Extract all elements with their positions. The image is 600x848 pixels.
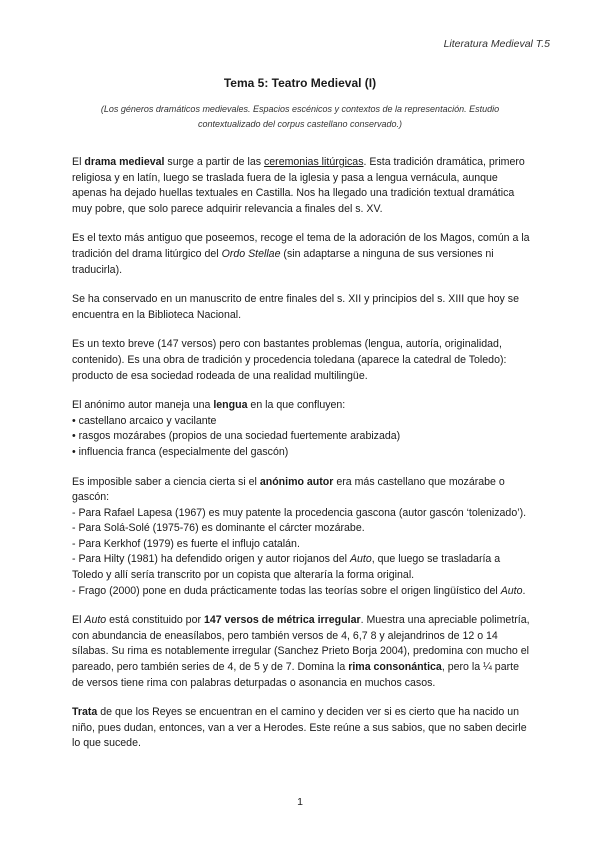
running-header: Literatura Medieval T.5 bbox=[443, 38, 550, 50]
italic-term: Ordo Stellae bbox=[221, 247, 281, 260]
text-run: de que los Reyes se encuentran en el camino y deciden ver si es cierto que ha nacido un niño, pues dudan, entonces, van a ver a Herodes. Este reúne a sus sabios, que no saben decirle lo que sucede. bbox=[72, 706, 527, 750]
page-number: 1 bbox=[297, 796, 303, 808]
bold-term: 147 versos de métrica irregular bbox=[203, 614, 361, 627]
paragraph-manuscrito: Se ha conservado en un manuscrito de entre finales del s. XII y principios del s. XIII que hoy se encuentra en la Biblioteca Nacional. bbox=[72, 293, 519, 321]
text-run: . Esta tradición dramática, primero religiosa y en latín, luego se traslada fuera de la iglesia y pasa a lengua vernácula, aunque apenas ha dejado huellas textuales en Castilla. Nos ha llegado una tradición textual dramática muy pobre, que solo parece adquirir relevancia a finales del s. XV. bbox=[72, 156, 525, 215]
list-item bbox=[72, 552, 532, 583]
paragraph-anonimo-autor bbox=[72, 475, 532, 600]
bold-term: rima consonántica bbox=[348, 661, 442, 674]
bold-term: lengua bbox=[213, 399, 248, 412]
text-run: está constituido por bbox=[106, 614, 204, 627]
italic-term: Auto bbox=[349, 553, 372, 566]
bullet-item: • rasgos mozárabes (propios de una sociedad fuertemente arabizada) bbox=[72, 430, 401, 443]
bold-term: anónimo autor bbox=[259, 475, 334, 488]
text-run: , que luego se trasladaría a Toledo y allí sería transcrito por un copista que alteraría la forma original. bbox=[72, 553, 501, 582]
bold-term: Trata bbox=[72, 706, 98, 719]
list-item bbox=[72, 584, 532, 600]
list-item: - Para Solá-Solé (1975-76) es dominante el cárcter mozárabe. bbox=[72, 522, 365, 535]
text-run: surge a partir de las bbox=[164, 156, 264, 168]
text-run: - Frago (2000) pone en duda prácticamente todas las teorías sobre el origen lingüístico del bbox=[72, 584, 501, 597]
paragraph-lengua bbox=[72, 398, 532, 460]
italic-term: Auto bbox=[84, 614, 107, 627]
paragraph-drama-medieval bbox=[72, 155, 532, 217]
list-item: - Para Kerkhof (1979) es fuerte el influjo catalán. bbox=[72, 537, 300, 550]
paragraph-metrica bbox=[72, 613, 532, 691]
page-subtitle: (Los géneros dramáticos medievales. Espacios escénicos y contextos de la representación. Estudio contextualizado del corpus castellano conservado.) bbox=[100, 104, 500, 129]
underlined-term: ceremonias litúrgicas bbox=[263, 156, 364, 168]
text-run: , pero la ¼ parte de versos tiene rima con palabras deturpadas o asonancia en muchos casos. bbox=[72, 661, 519, 689]
text-run: - Para Hilty (1981) ha defendido origen y autor riojanos del bbox=[72, 553, 350, 566]
paragraph-texto-breve: Es un texto breve (147 versos) pero con bastantes problemas (lengua, autoría, originalidad, contenido). Es una obra de tradición y procedencia toledana (aparece la catedral de Toledo): producto de esa sociedad rodeada de una realidad multilingüe. bbox=[72, 338, 507, 382]
text-run: en la que confluyen: bbox=[247, 399, 346, 412]
text-run: El bbox=[72, 156, 85, 168]
document-body bbox=[72, 155, 532, 752]
bullet-item: • influencia franca (especialmente del gascón) bbox=[72, 445, 289, 458]
text-run: . bbox=[522, 584, 526, 597]
italic-term: Auto bbox=[500, 584, 523, 597]
text-run: Es el texto más antiguo que poseemos, recoge el tema de la adoración de los Magos, común a la tradición del drama litúrgico del bbox=[72, 232, 530, 260]
text-run: Es imposible saber a ciencia cierta si el bbox=[72, 475, 260, 488]
bold-term: drama medieval bbox=[84, 156, 165, 168]
paragraph-texto-antiguo bbox=[72, 231, 532, 278]
page-title: Tema 5: Teatro Medieval (I) bbox=[223, 76, 377, 90]
list-item: - Para Rafael Lapesa (1967) es muy patente la procedencia gascona (autor gascón ‘tolenizado’). bbox=[72, 506, 527, 519]
bullet-item: • castellano arcaico y vacilante bbox=[72, 414, 217, 427]
text-run: . Muestra una apreciable polimetría, con abundancia de eneasílabos, pero también versos de 4, 6,7 8 y alejandrinos de 12 o 14 sílabas. Su rima es notablemente irregular (Sanchez Prieto Borja 2004), predomina con mucho el pareado, pero también series de 4, de 5 y de 7. Domina la bbox=[72, 614, 530, 674]
text-run: era más castellano que mozárabe o gascón: bbox=[72, 475, 505, 504]
text-run: El anónimo autor maneja una bbox=[72, 399, 214, 412]
text-run: (sin adaptarse a ninguna de sus versiones ni traducirla). bbox=[72, 247, 494, 276]
paragraph-trata bbox=[72, 705, 532, 752]
text-run: El bbox=[72, 614, 85, 627]
